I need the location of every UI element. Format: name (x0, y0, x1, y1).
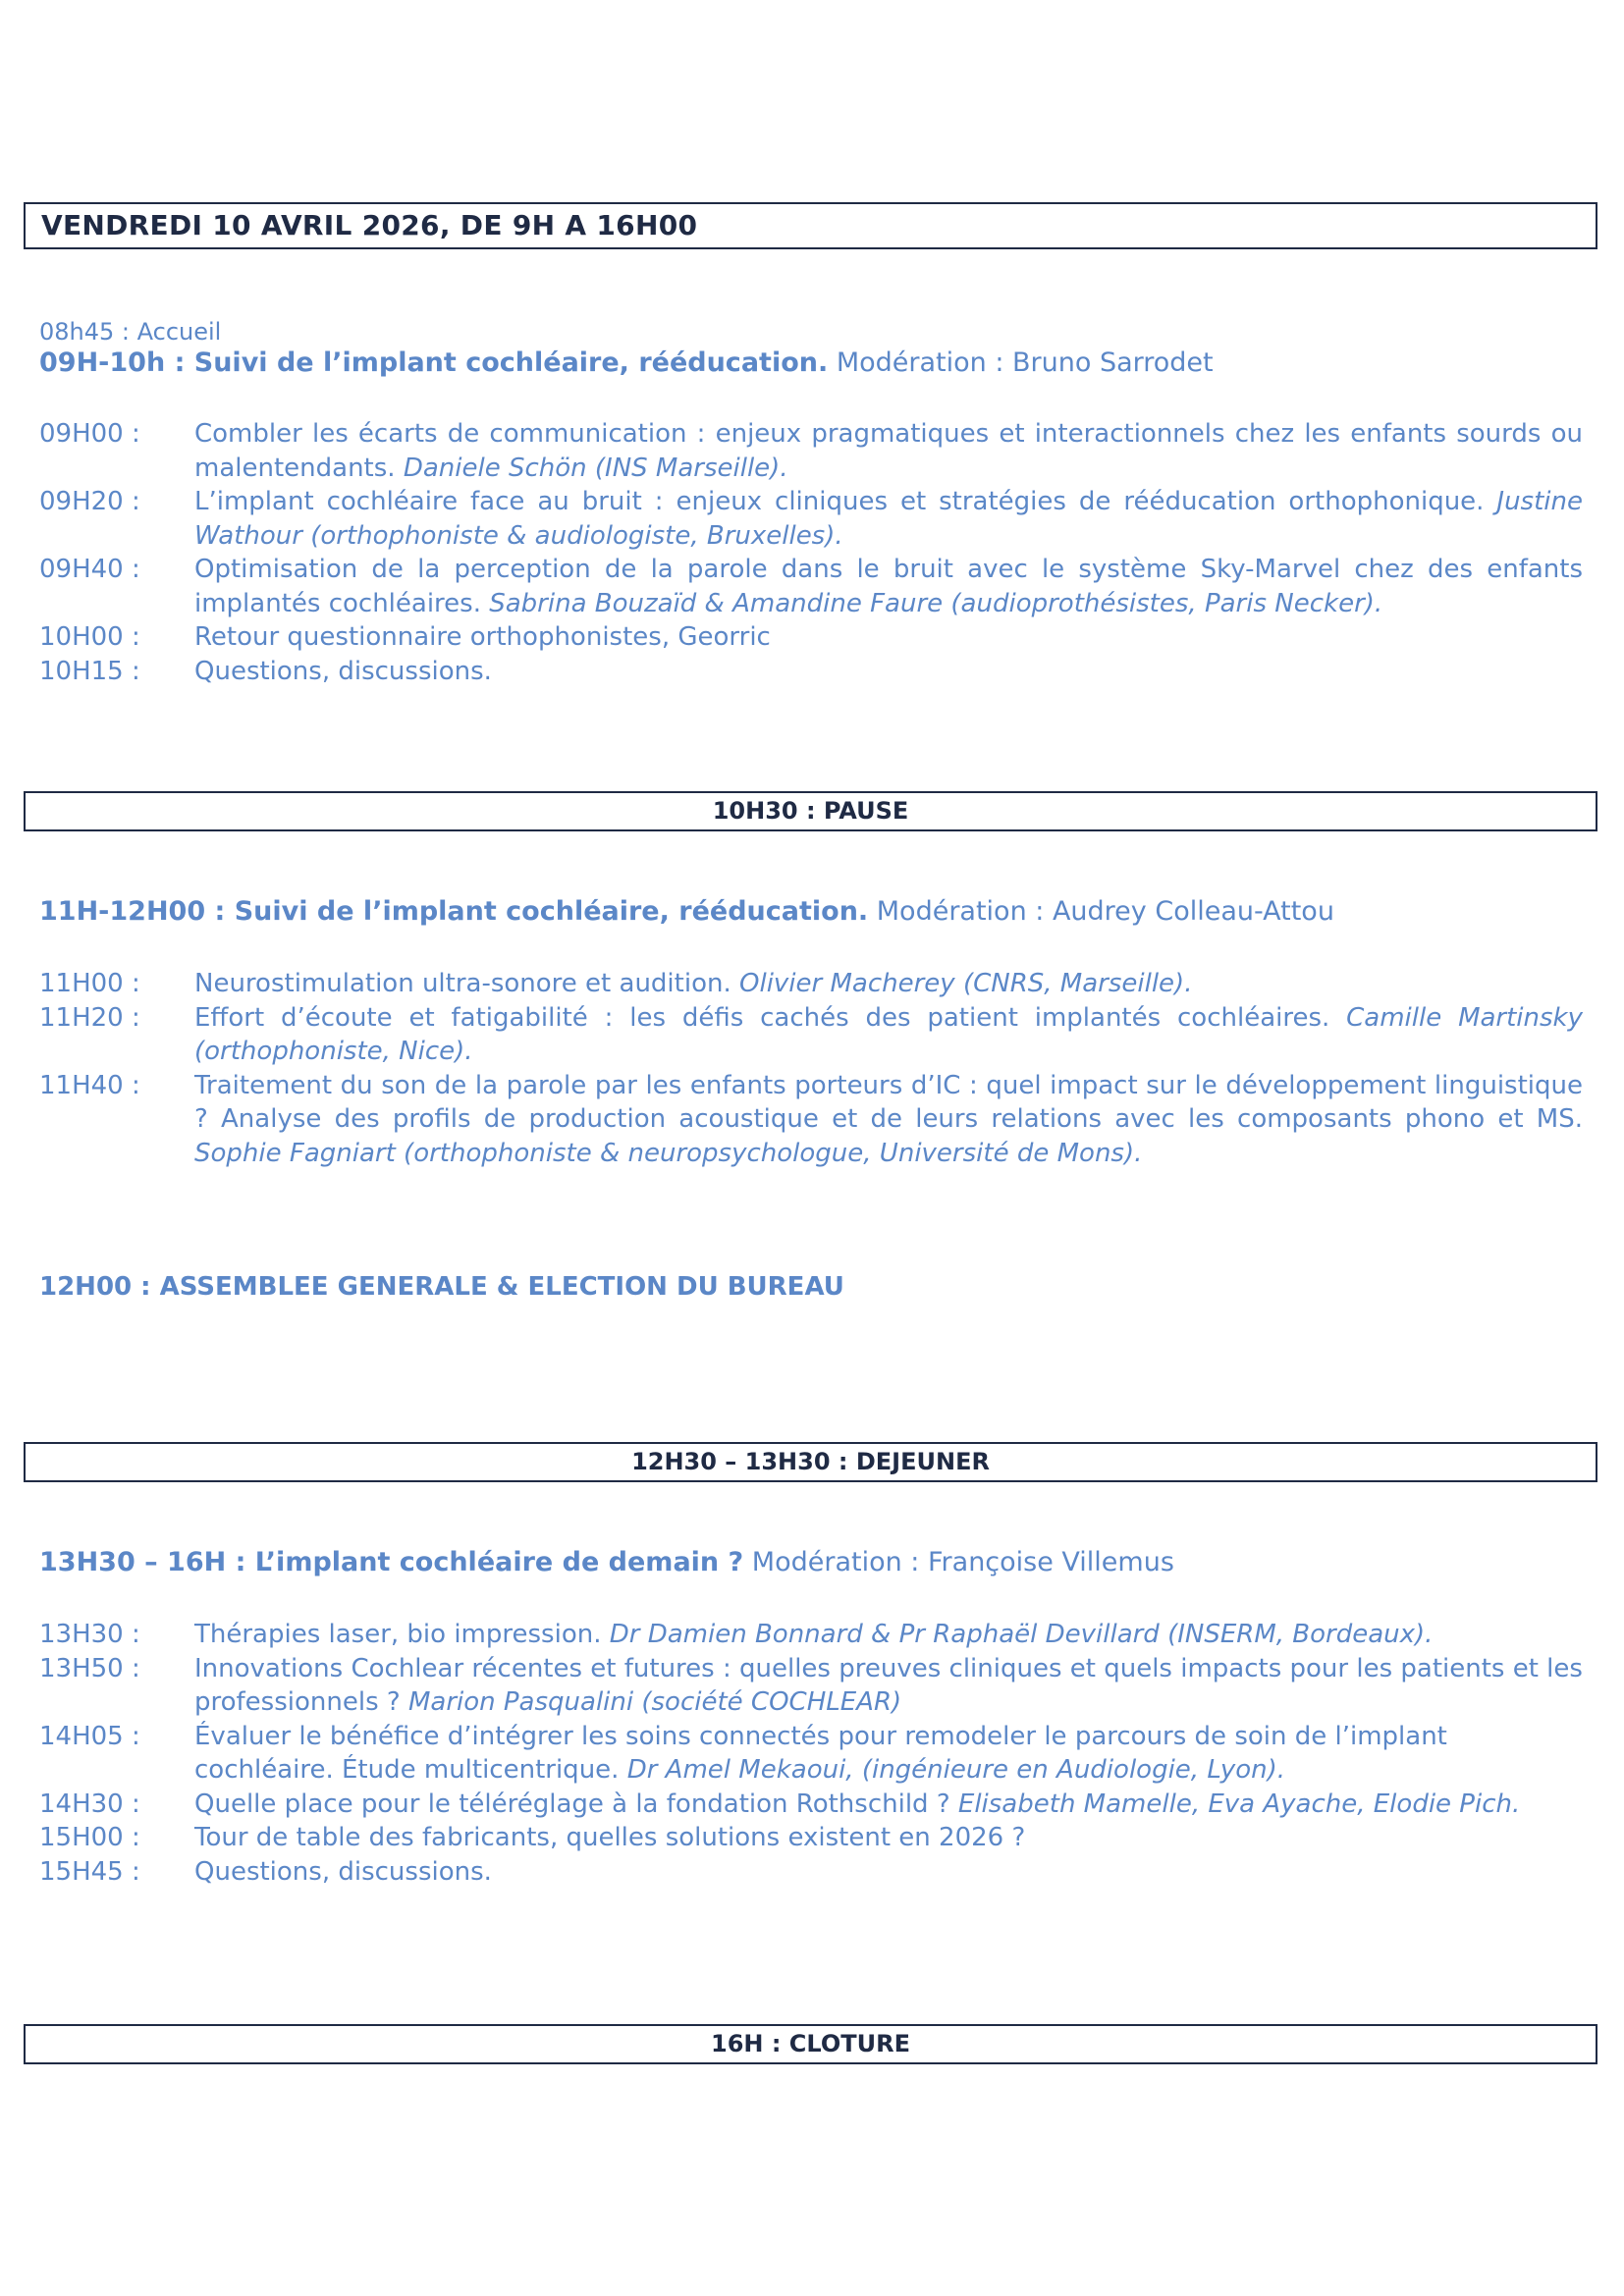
welcome-line: 08h45 : Accueil (39, 318, 222, 346)
item-text: Tour de table des fabricants, quelles solutions existent en 2026 ? (194, 1823, 1026, 1852)
list-item (39, 1618, 1583, 1652)
list-item (39, 1855, 1583, 1890)
pause-banner: 10H30 : PAUSE (24, 791, 1597, 831)
item-text: Thérapies laser, bio impression. Dr Damien Bonnard & Pr Raphaël Devillard (INSERM, Bordeaux). (194, 1620, 1434, 1649)
general-assembly-line: 12H00 : ASSEMBLEE GENERALE & ELECTION DU BUREAU (39, 1272, 844, 1302)
session-2-moderation: Modération : Audrey Colleau-Attou (868, 896, 1334, 927)
item-time: 13H50 : (39, 1653, 140, 1683)
item-text: L’implant cochléaire face au bruit : enjeux cliniques et stratégies de rééducation orthophonique. Justine Wathour (orthophoniste & audiologiste, Bruxelles). (194, 487, 1583, 551)
session-2-title: 11H-12H00 : Suivi de l’implant cochléaire, rééducation. (39, 896, 869, 927)
item-time: 14H05 : (39, 1721, 140, 1751)
item-time: 14H30 : (39, 1789, 140, 1819)
list-item (39, 1069, 1583, 1171)
item-text: Questions, discussions. (194, 656, 492, 686)
list-item (39, 655, 1583, 689)
item-text: Évaluer le bénéfice d’intégrer les soins connectés pour remodeler le parcours de soin de l’implant cochléaire. Étude multicentrique. Dr Amel Mekaoui, (ingénieure en Audiologie, Lyon). (194, 1721, 1447, 1785)
item-text: Traitement du son de la parole par les enfants porteurs d’IC : quel impact sur le développement linguistique ? Analyse des profils de production acoustique et de leurs relations avec les composants phono et MS. Sophie Fagniart (orthophoniste & neuropsychologue, Université de Mons). (194, 1070, 1583, 1168)
list-item (39, 1652, 1583, 1720)
list-item (39, 1788, 1583, 1822)
item-time: 13H30 : (39, 1620, 140, 1649)
list-item (39, 967, 1583, 1001)
item-text: Neurostimulation ultra-sonore et audition. Olivier Macherey (CNRS, Marseille). (194, 969, 1193, 998)
item-time: 11H40 : (39, 1070, 140, 1100)
item-text: Questions, discussions. (194, 1856, 492, 1887)
item-time: 11H20 : (39, 1002, 140, 1033)
item-time: 09H00 : (39, 419, 140, 449)
session-1-title: 09H-10h : Suivi de l’implant cochléaire, rééducation. (39, 347, 829, 378)
item-time: 11H00 : (39, 969, 140, 998)
item-text: Innovations Cochlear récentes et futures : quelles preuves cliniques et quels impacts pour les patients et les professionnels ? Marion Pasqualini (société COCHLEAR) (194, 1653, 1583, 1717)
item-text: Optimisation de la perception de la parole dans le bruit avec le système Sky-Marvel chez des enfants implantés cochléaires. Sabrina Bouzaïd & Amandine Faure (audioprothésistes, Paris Necker). (194, 555, 1583, 618)
closing-banner: 16H : CLOTURE (24, 2024, 1597, 2064)
session-2-list (39, 967, 1583, 1170)
list-item (39, 1001, 1583, 1069)
item-text: Retour questionnaire orthophonistes, Georric (194, 622, 771, 652)
session-1-moderation: Modération : Bruno Sarrodet (828, 347, 1214, 378)
item-text: Combler les écarts de communication : enjeux pragmatiques et interactionnels chez les enfants sourds ou malentendants. Daniele Schön (INS Marseille). (194, 419, 1583, 483)
session-1-list (39, 417, 1583, 688)
session-3-heading (39, 1547, 1174, 1577)
item-time: 10H15 : (39, 656, 140, 686)
day-title: VENDREDI 10 AVRIL 2026, DE 9H A 16H00 (24, 202, 1597, 249)
item-time: 09H20 : (39, 487, 140, 516)
list-item (39, 620, 1583, 655)
list-item (39, 1821, 1583, 1855)
item-time: 10H00 : (39, 622, 140, 652)
session-1-heading (39, 347, 1214, 378)
list-item (39, 1720, 1583, 1788)
session-2-heading (39, 896, 1334, 927)
list-item (39, 553, 1583, 620)
item-time: 09H40 : (39, 555, 140, 584)
item-text: Quelle place pour le téléréglage à la fondation Rothschild ? Elisabeth Mamelle, Eva Ayache, Elodie Pich. (194, 1789, 1521, 1819)
list-item (39, 417, 1583, 485)
lunch-banner: 12H30 – 13H30 : DEJEUNER (24, 1442, 1597, 1482)
session-3-moderation: Modération : Françoise Villemus (743, 1547, 1174, 1577)
item-text: Effort d’écoute et fatigabilité : les défis cachés des patient implantés cochléaires. Camille Martinsky (orthophoniste, Nice). (194, 1002, 1584, 1066)
session-3-list (39, 1618, 1583, 1889)
item-time: 15H45 : (39, 1856, 140, 1887)
list-item (39, 485, 1583, 553)
session-3-title: 13H30 – 16H : L’implant cochléaire de demain ? (39, 1547, 744, 1577)
item-time: 15H00 : (39, 1823, 140, 1852)
